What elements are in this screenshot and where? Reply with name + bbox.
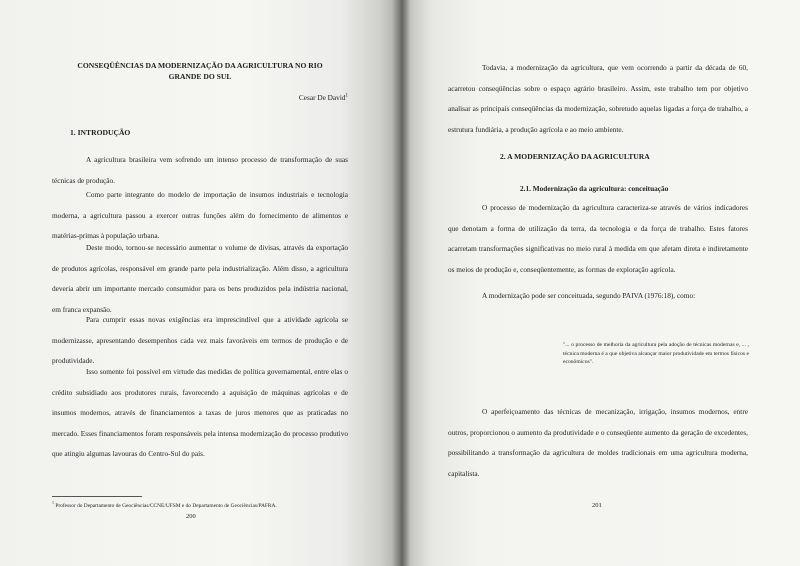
book-gutter-shadow [392, 0, 410, 566]
author-line [250, 93, 348, 102]
author-note-mark: 1 [345, 93, 348, 99]
footnote-mark: 1 [52, 500, 54, 505]
footnote-text: Professor do Departamento de Geociências/CCNE/UFSM e do Departamento de Geociências/PAFRA. [55, 502, 277, 509]
intro-paragraph-4: Para cumprir essas novas exigências era imprescindível que a atividade agrícola se modernizasse, apresentando desempenhos cada vez mais favoráveis em termos de produção e de produtividade. [52, 315, 348, 365]
right-page [400, 0, 800, 566]
footnote-rule [52, 496, 142, 497]
right-intro-paragraph: Todavia, a modernização da agricultura, que vem ocorrendo a partir da década de 60, acarretou conseqüências sobre o espaço agrário brasileiro. Assim, este trabalho tem por objetivo analisar as principais conseqüências da modernização, sobretudo aquelas ligadas a força de trabalho, a estrutura fundiária, a produção agrícola e ao meio ambiente. [448, 63, 748, 134]
intro-paragraph-5: Isso somente foi possível em virtude das medidas de política governamental, entre elas o crédito subsidiado aos produtores rurais, favorecendo a aquisição de máquinas agrícolas e de insumos modernos, através de financiamentos a taxas de juros menores que as praticadas no mercado. Esses financiamentos foram responsáveis pela intensa modernização do processo produtivo que atingiu algumas lavouras do Centro-Sul do país. [52, 367, 348, 458]
page-number-left: 200 [186, 513, 196, 520]
block-quote: "... o processo de melhoria da agricultura pela adoção de técnicas modernas e, ... , técnica moderna é a que objetiva alcançar maior produtividade em termos físicos e econômicos". [563, 342, 749, 366]
right-paragraph-2: A modernização pode ser conceituada, segundo PAIVA (1976:18), como: [482, 291, 696, 300]
section-heading-introduction: 1. INTRODUÇÃO [70, 128, 131, 137]
page-number-right: 201 [592, 502, 602, 509]
subsection-heading-conceituacao: 2.1. Modernização da agricultura: conceituação [520, 184, 669, 193]
footnote [52, 500, 352, 509]
intro-paragraph-3: Deste modo, tornou-se necessário aumentar o volume de divisas, através da exportação de produtos agrícolas, responsável em grande parte pela industrialização. Além disso, a agricultura deveria abrir um importante mercado consumidor para os bens produzidos pela indústria nacional, em franca expansão. [52, 243, 348, 314]
intro-paragraph-1: A agricultura brasileira vem sofrendo um intenso processo de transformação de suas técnicas de produção. [52, 155, 348, 185]
author-name: Cesar De David [298, 93, 346, 102]
paper-title: CONSEQÜÊNCIAS DA MODERNIZAÇÃO DA AGRICULTURA NO RIO GRANDE DO SUL [77, 61, 323, 81]
right-paragraph-3: O aperfeiçoamento das técnicas de mecanização, irrigação, insumos modernos, entre outros, proporcionou o aumento da produtividade e o conseqüente aumento da geração de excedentes, possibilitando a transformação da agricultura de moldes tradicionais em uma agricultura moderna, capitalista. [448, 407, 748, 478]
right-paragraph-1: O processo de modernização da agricultura caracteriza-se através de vários indicadores que denotam a forma de utilização da terra, da tecnologia e da força de trabalho. Estes fatores acarretam transformações significativas no meio rural à medida em que afetam direta e indiretamente os meios de produção e, conseqüentemente, as formas de exploração agrícola. [448, 203, 748, 274]
intro-paragraph-2: Como parte integrante do modelo de importação de insumos industriais e tecnologia moderna, a agricultura passou a exercer outras funções além do fornecimento de alimentos e matérias-primas à população urbana. [52, 190, 348, 240]
section-heading-modernizacao: 2. A MODERNIZAÇÃO DA AGRICULTURA [500, 152, 650, 161]
